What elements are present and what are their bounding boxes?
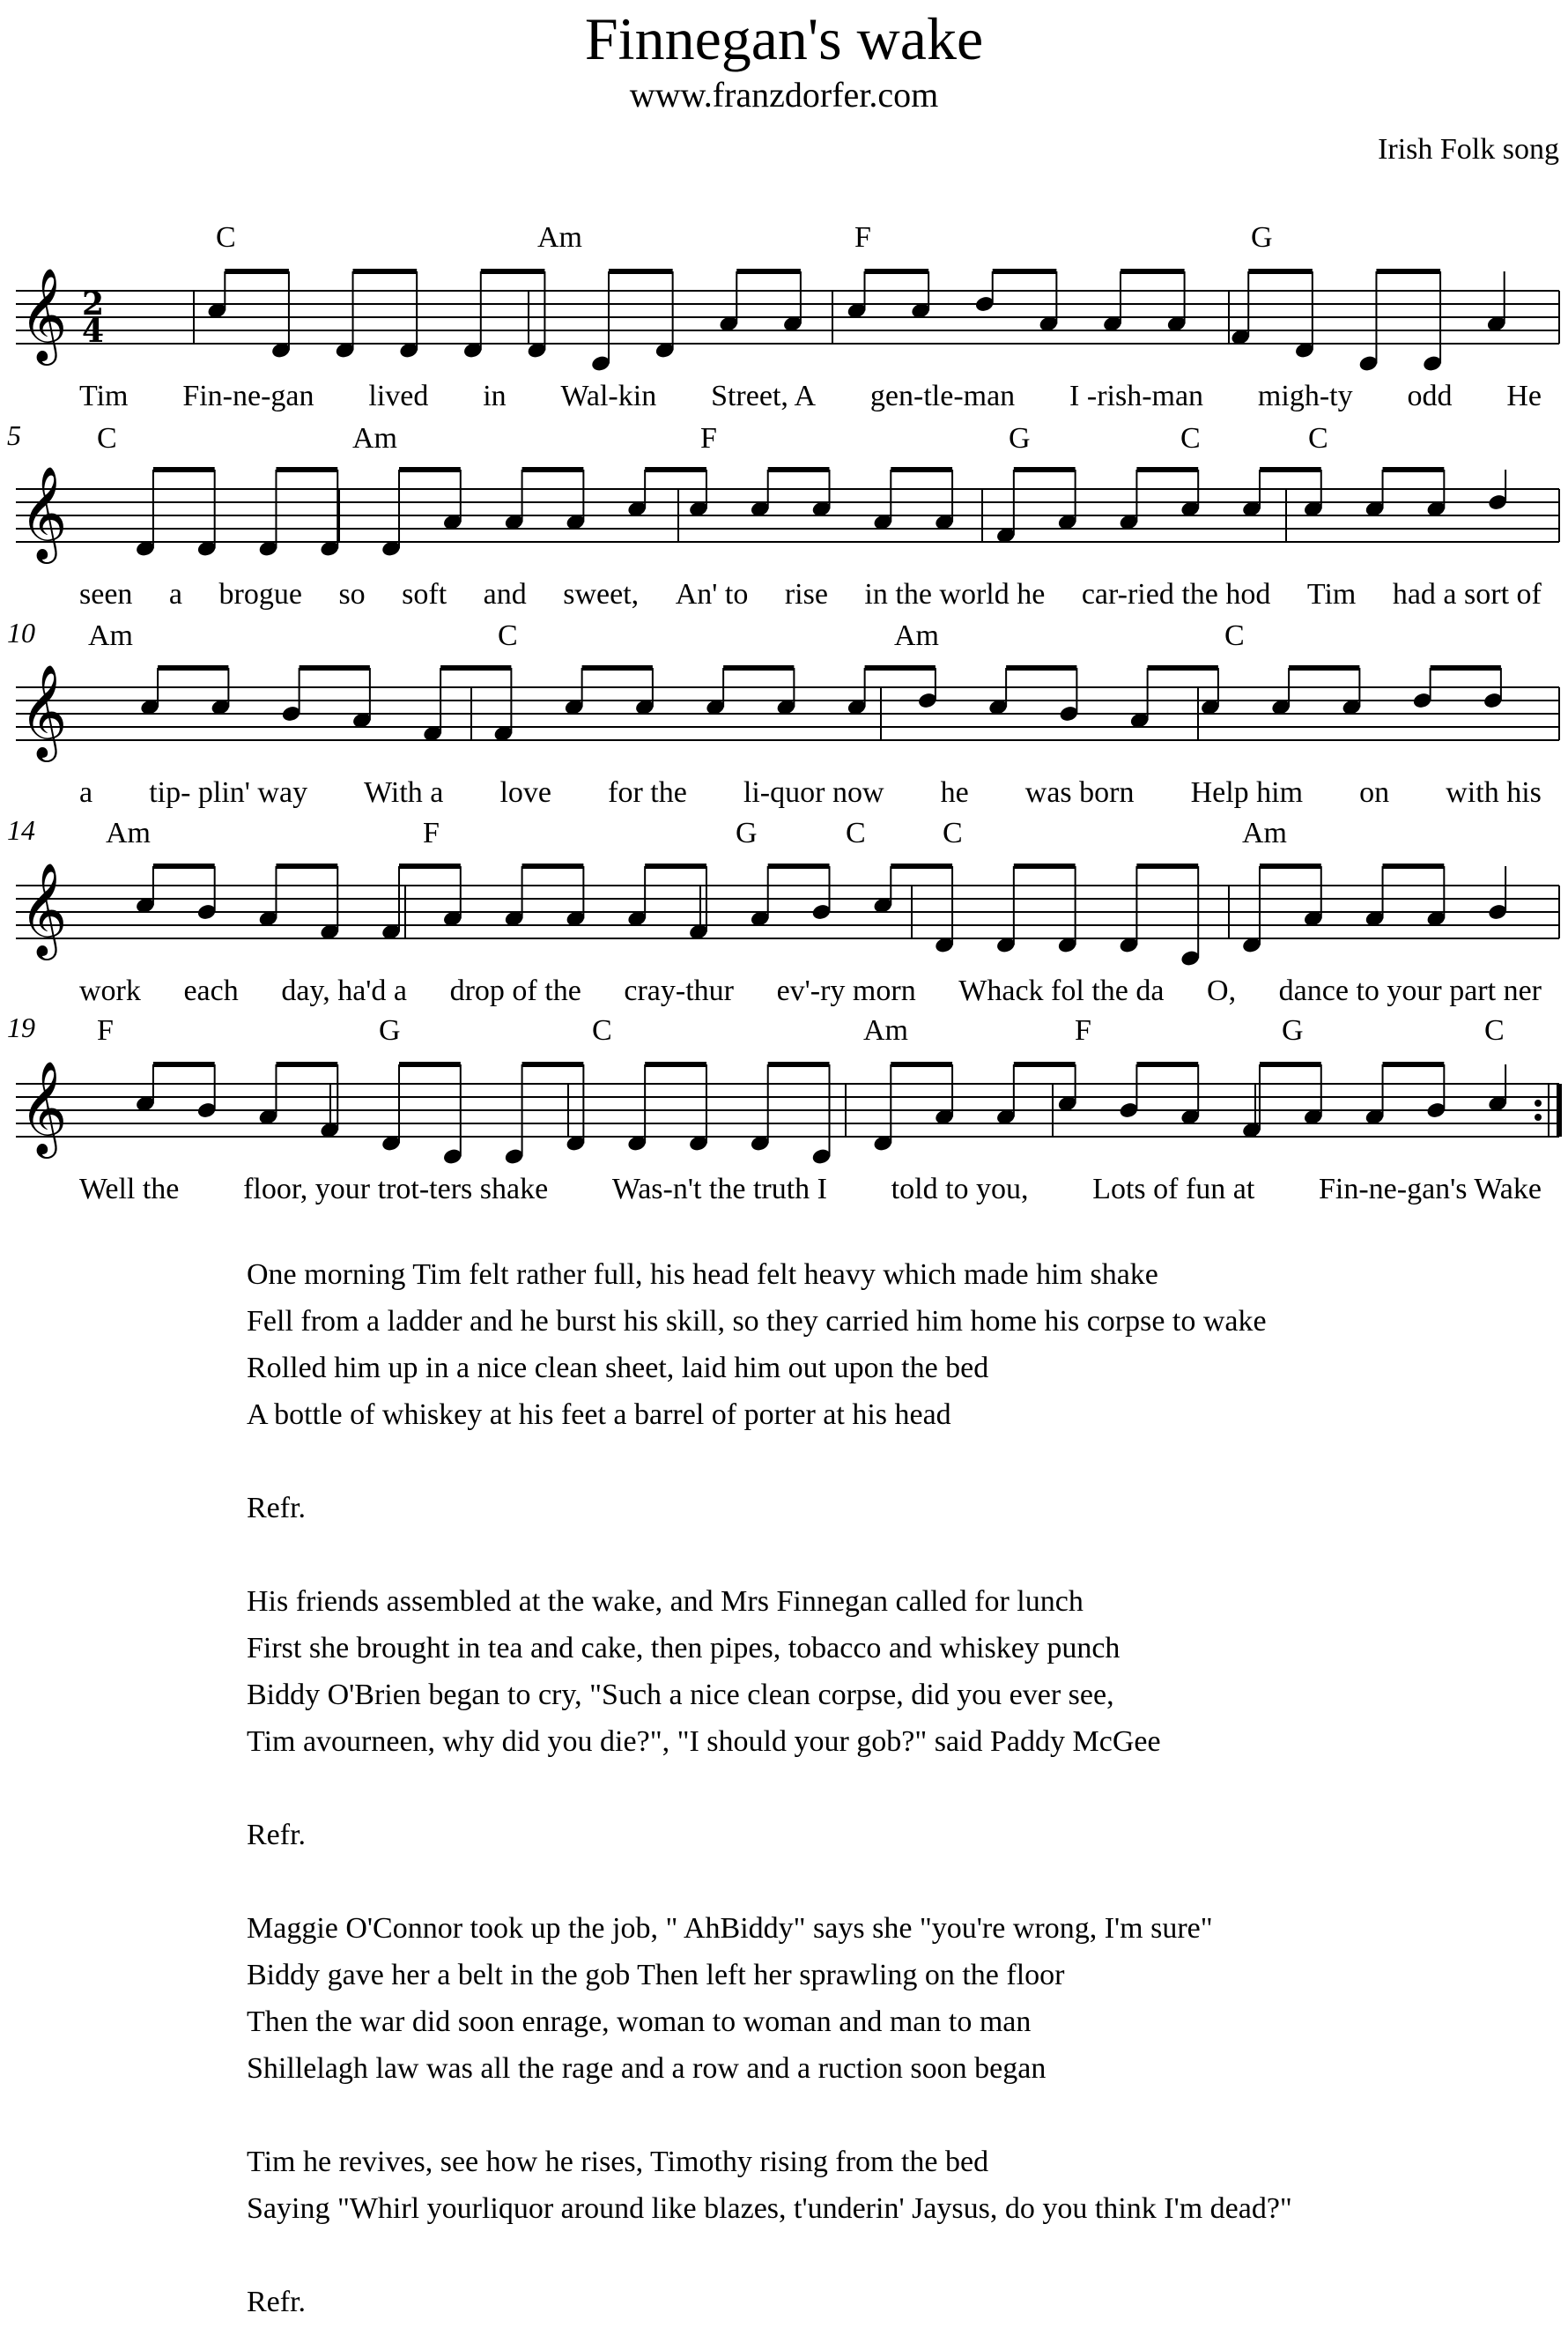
lyric-syllable: each xyxy=(183,975,239,1007)
lyric-syllable: dance to your part ner xyxy=(1278,975,1542,1007)
chord-symbol: G xyxy=(1009,422,1031,455)
lyric-syllable: Help him xyxy=(1190,776,1304,809)
lyric-syllable: a xyxy=(79,776,93,809)
chord-symbol: F xyxy=(854,221,871,254)
lyric-syllable: Whack fol the da xyxy=(958,975,1165,1007)
treble-clef-icon: 𝄞 xyxy=(19,267,68,361)
lyric-syllable: Tim xyxy=(79,380,129,412)
lyric-syllable: Fin-ne-gan xyxy=(182,380,314,412)
repeat-dot xyxy=(1535,1100,1542,1107)
lyric-syllable: drop of the xyxy=(449,975,581,1007)
verse-spacer xyxy=(247,2232,1515,2279)
lyric-syllable: seen xyxy=(79,578,133,611)
chord-symbol: C xyxy=(846,817,866,849)
treble-clef-icon: 𝄞 xyxy=(19,862,68,956)
lyric-syllable: He xyxy=(1506,380,1542,412)
time-signature-bottom: 4 xyxy=(82,313,105,350)
lyric-syllable: I -rish-man xyxy=(1069,380,1204,412)
chord-symbol: Am xyxy=(863,1014,908,1047)
lyric-syllable: tip- plin' way xyxy=(149,776,308,809)
website-url: www.franzdorfer.com xyxy=(629,75,939,115)
verse-spacer xyxy=(247,1438,1515,1485)
chord-symbol: G xyxy=(1251,221,1273,254)
measure-number: 10 xyxy=(7,617,35,649)
treble-clef-icon: 𝄞 xyxy=(19,1060,68,1154)
lyric-syllable: so xyxy=(338,578,366,611)
verse-line: Rolled him up in a nice clean sheet, laid him out upon the bed xyxy=(247,1352,989,1384)
verse-line: Tim he revives, see how he rises, Timothy rising from the bed xyxy=(247,2146,989,2178)
lyric-syllable: told to you, xyxy=(891,1173,1029,1205)
verse-line: Biddy gave her a belt in the gob Then left her sprawling on the floor xyxy=(247,1959,1065,1991)
repeat-dot xyxy=(1535,1114,1542,1121)
lyric-syllable: Was-n't the truth I xyxy=(611,1173,827,1205)
chord-symbol: F xyxy=(700,422,717,455)
lyric-syllable: on xyxy=(1359,776,1390,809)
chord-symbol: C xyxy=(498,619,518,652)
treble-clef-icon: 𝄞 xyxy=(19,465,68,560)
verse-line: Tim avourneen, why did you die?", "I should your gob?" said Paddy McGee xyxy=(247,1725,1161,1758)
verse-line: First she brought in tea and cake, then pipes, tobacco and whiskey punch xyxy=(247,1632,1121,1664)
chord-symbol: C xyxy=(216,221,236,254)
lyric-syllable: car-ried the hod xyxy=(1081,578,1271,611)
note-beam xyxy=(1014,1062,1076,1067)
lyric-syllable: migh-ty xyxy=(1257,380,1353,412)
verse-line: A bottle of whiskey at his feet a barrel of porter at his head xyxy=(247,1398,951,1431)
chord-symbol: C xyxy=(1180,422,1201,455)
lyric-syllable: cray-thur xyxy=(624,975,734,1007)
chord-symbol: G xyxy=(379,1014,401,1047)
lyric-syllable: love xyxy=(499,776,552,809)
note-beam xyxy=(645,1062,706,1067)
refrain-marker: Refr. xyxy=(247,1492,307,1524)
chord-symbol: Am xyxy=(537,221,582,254)
lyric-syllable: gen-tle-man xyxy=(869,380,1016,412)
treble-clef-icon: 𝄞 xyxy=(19,663,68,758)
measure-number: 14 xyxy=(7,814,35,846)
lyric-syllable: in the world he xyxy=(864,578,1046,611)
chord-symbol: F xyxy=(97,1014,114,1047)
verse-spacer xyxy=(247,2092,1515,2139)
lyric-syllable: he xyxy=(940,776,969,809)
lyric-syllable: li-quor now xyxy=(743,776,884,809)
verse-line: Fell from a ladder and he burst his skill, so they carried him home his corpse to wake xyxy=(247,1305,1267,1338)
lyric-syllable: O, xyxy=(1207,975,1237,1007)
lyric-syllable: lived xyxy=(368,380,429,412)
lyric-syllable: With a xyxy=(364,776,444,809)
chord-symbol: C xyxy=(1224,619,1245,652)
chord-symbol: G xyxy=(736,817,758,849)
chord-symbol: C xyxy=(97,422,117,455)
lyric-syllable: ev'-ry morn xyxy=(776,975,916,1007)
lyric-syllable: Well the xyxy=(79,1173,180,1205)
lyric-syllable: Fin-ne-gan's Wake xyxy=(1319,1173,1542,1205)
song-title: Finnegan's wake xyxy=(584,5,984,72)
time-signature-top: 2 xyxy=(82,285,105,322)
lyric-syllable: floor, your trot-ters shake xyxy=(243,1173,549,1205)
chord-symbol: C xyxy=(943,817,963,849)
chord-symbol: Am xyxy=(1242,817,1287,849)
note-beam xyxy=(399,1062,461,1067)
lyric-syllable: for the xyxy=(608,776,687,809)
lyric-syllable: and xyxy=(483,578,527,611)
lyric-syllable: was born xyxy=(1024,776,1135,809)
refrain-marker: Refr. xyxy=(247,2286,307,2318)
chord-symbol: Am xyxy=(352,422,397,455)
note-beam xyxy=(1136,1062,1198,1067)
lyric-syllable: rise xyxy=(784,578,828,611)
chord-symbol: G xyxy=(1282,1014,1304,1047)
verse-spacer xyxy=(247,1858,1515,1905)
verse-line: Maggie O'Connor took up the job, " AhBiddy" says she "you're wrong, I'm sure" xyxy=(247,1912,1213,1945)
verse-line: His friends assembled at the wake, and Mrs Finnegan called for lunch xyxy=(247,1585,1084,1618)
lyric-syllable: work xyxy=(79,975,141,1007)
lyric-syllable: brogue xyxy=(218,578,302,611)
chord-symbol: C xyxy=(592,1014,612,1047)
lyric-syllable: Wal-kin xyxy=(560,380,657,412)
chord-symbol: F xyxy=(423,817,440,849)
lyric-syllable: soft xyxy=(402,578,447,611)
note-beam xyxy=(1383,1062,1445,1067)
lyric-syllable: Lots of fun at xyxy=(1092,1173,1255,1205)
lyric-syllable: in xyxy=(483,380,507,412)
measure-number: 19 xyxy=(7,1012,35,1043)
verse-line: Biddy O'Brien began to cry, "Such a nice clean corpse, did you ever see, xyxy=(247,1679,1114,1711)
note-beam xyxy=(1260,1062,1321,1067)
lyric-syllable: day, ha'd a xyxy=(281,975,408,1007)
lyric-syllable: a xyxy=(168,578,183,611)
refrain-marker: Refr. xyxy=(247,1819,307,1851)
lyric-syllable: sweet, xyxy=(563,578,640,611)
note-beam xyxy=(276,1062,337,1067)
verse-spacer xyxy=(247,1765,1515,1812)
verse-line: Shillelagh law was all the rage and a row and a ruction soon began xyxy=(247,2052,1047,2085)
verse-text xyxy=(247,1251,1515,2325)
note-beam xyxy=(768,1062,830,1067)
note-beam xyxy=(522,1062,584,1067)
chord-symbol: Am xyxy=(106,817,151,849)
lyric-syllable: had a sort of xyxy=(1392,578,1542,611)
lyric-syllable: Street, A xyxy=(711,380,817,412)
note-beam xyxy=(891,1062,952,1067)
chord-symbol: Am xyxy=(88,619,133,652)
chord-symbol: Am xyxy=(894,619,939,652)
composer-credit: Irish Folk song xyxy=(1378,133,1559,166)
measure-number: 5 xyxy=(7,419,21,451)
chord-symbol: C xyxy=(1308,422,1328,455)
lyric-syllable: with his xyxy=(1446,776,1542,809)
verse-line: Then the war did soon enrage, woman to woman and man to man xyxy=(247,2005,1032,2038)
note-beam xyxy=(153,1062,215,1067)
verse-line: Saying "Whirl yourliquor around like blazes, t'underin' Jaysus, do you think I'm dead?" xyxy=(247,2192,1292,2225)
verse-spacer xyxy=(247,1531,1515,1578)
verse-line: One morning Tim felt rather full, his head felt heavy which made him shake xyxy=(247,1258,1158,1291)
lyric-syllable: odd xyxy=(1407,380,1453,412)
lyric-line xyxy=(79,1172,1542,1207)
chord-symbol: F xyxy=(1075,1014,1091,1047)
lyric-syllable: Tim xyxy=(1306,578,1357,611)
lyric-syllable: An' to xyxy=(675,578,749,611)
chord-symbol: C xyxy=(1484,1014,1505,1047)
